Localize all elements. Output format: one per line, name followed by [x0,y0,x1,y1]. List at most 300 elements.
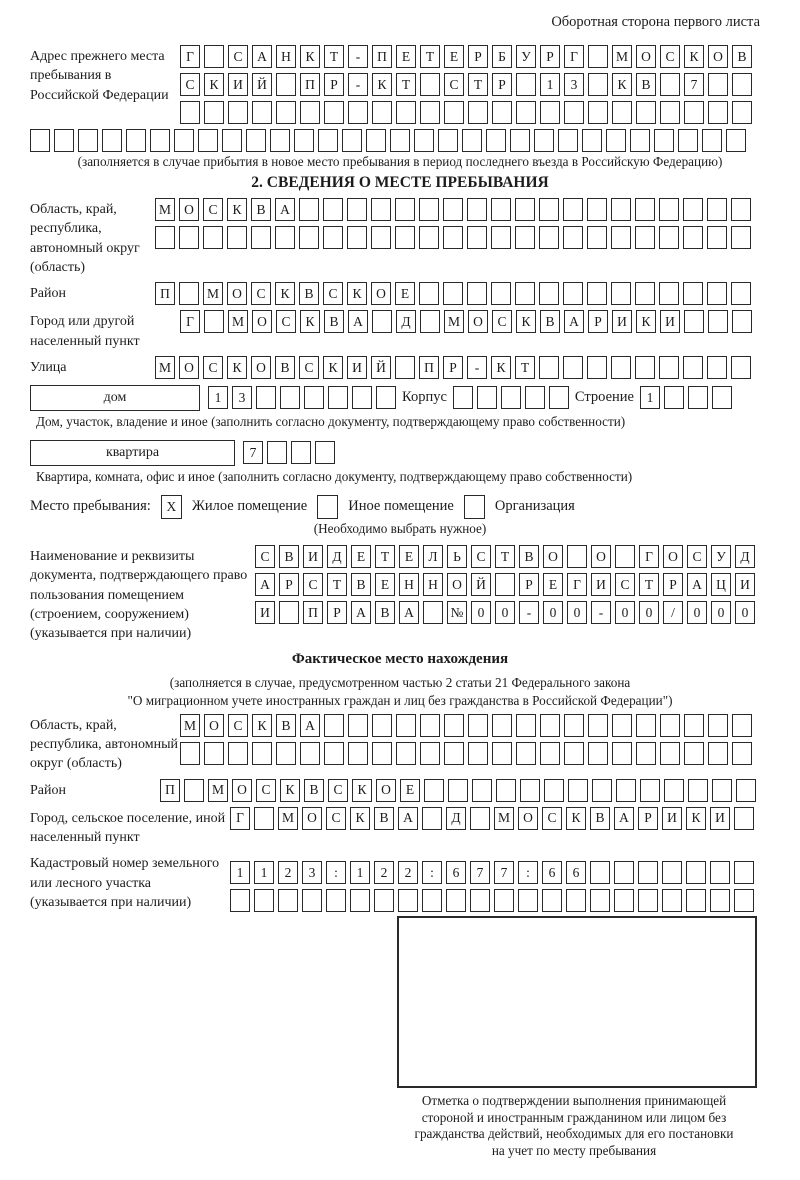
char-cell[interactable]: С [326,807,346,830]
char-cell[interactable] [659,198,679,221]
char-cell[interactable]: Е [444,45,464,68]
char-cell[interactable] [468,714,488,737]
char-cell[interactable]: Й [252,73,272,96]
char-cell[interactable]: В [299,282,319,305]
char-cell[interactable] [732,714,752,737]
char-cell[interactable]: К [227,198,247,221]
char-cell[interactable] [684,101,704,124]
char-cell[interactable]: Е [399,545,419,568]
char-cell[interactable]: Г [180,45,200,68]
char-cell[interactable]: В [276,714,296,737]
char-cell[interactable]: Т [468,73,488,96]
char-cell[interactable] [544,779,564,802]
char-cell[interactable]: Т [420,45,440,68]
char-cell[interactable]: С [255,545,275,568]
char-cell[interactable] [590,861,610,884]
char-cell[interactable]: С [228,45,248,68]
char-cell[interactable]: К [491,356,511,379]
checkbox-inoe[interactable] [317,495,338,519]
char-cell[interactable] [542,889,562,912]
char-cell[interactable] [372,310,392,333]
char-cell[interactable]: С [687,545,707,568]
char-cell[interactable] [686,889,706,912]
char-cell[interactable]: Р [279,573,299,596]
char-cell[interactable] [611,356,631,379]
char-cell[interactable] [611,198,631,221]
char-cell[interactable]: О [708,45,728,68]
char-cell[interactable]: Р [540,45,560,68]
char-cell[interactable] [566,889,586,912]
char-cell[interactable] [252,742,272,765]
char-cell[interactable] [328,386,348,409]
char-cell[interactable] [732,101,752,124]
char-cell[interactable] [664,779,684,802]
char-cell[interactable] [150,129,170,152]
char-cell[interactable]: О [179,356,199,379]
char-cell[interactable] [390,129,410,152]
char-cell[interactable]: К [566,807,586,830]
char-cell[interactable] [246,129,266,152]
char-cell[interactable]: 3 [302,861,322,884]
char-cell[interactable] [492,101,512,124]
char-cell[interactable]: М [180,714,200,737]
char-cell[interactable]: М [444,310,464,333]
char-cell[interactable] [444,101,464,124]
char-cell[interactable] [539,356,559,379]
char-cell[interactable] [539,226,559,249]
char-cell[interactable] [516,73,536,96]
char-cell[interactable]: С [203,198,223,221]
char-cell[interactable]: 0 [543,601,563,624]
char-cell[interactable] [540,714,560,737]
char-cell[interactable] [587,198,607,221]
char-cell[interactable] [302,889,322,912]
char-cell[interactable] [688,779,708,802]
char-cell[interactable] [348,714,368,737]
char-cell[interactable] [30,129,50,152]
char-cell[interactable]: К [323,356,343,379]
char-cell[interactable]: О [468,310,488,333]
char-cell[interactable] [323,226,343,249]
char-cell[interactable] [611,282,631,305]
char-cell[interactable] [520,779,540,802]
char-cell[interactable] [612,101,632,124]
char-cell[interactable] [638,889,658,912]
char-cell[interactable]: / [663,601,683,624]
char-cell[interactable] [492,714,512,737]
char-cell[interactable]: К [300,45,320,68]
char-cell[interactable] [419,282,439,305]
char-cell[interactable] [564,714,584,737]
char-cell[interactable]: Т [639,573,659,596]
char-cell[interactable]: Р [468,45,488,68]
char-cell[interactable]: 6 [542,861,562,884]
char-cell[interactable]: О [371,282,391,305]
char-cell[interactable] [516,101,536,124]
char-cell[interactable]: Т [327,573,347,596]
char-cell[interactable]: Г [567,573,587,596]
char-cell[interactable]: Е [400,779,420,802]
char-cell[interactable] [280,386,300,409]
char-cell[interactable] [228,742,248,765]
char-cell[interactable]: С [471,545,491,568]
char-cell[interactable]: Т [495,545,515,568]
char-cell[interactable] [564,101,584,124]
char-cell[interactable] [376,386,396,409]
char-cell[interactable]: К [372,73,392,96]
char-cell[interactable] [568,779,588,802]
char-cell[interactable]: С [444,73,464,96]
char-cell[interactable]: А [275,198,295,221]
char-cell[interactable]: К [516,310,536,333]
char-cell[interactable]: В [540,310,560,333]
char-cell[interactable] [494,889,514,912]
char-cell[interactable]: С [228,714,248,737]
char-cell[interactable] [398,889,418,912]
char-cell[interactable]: В [251,198,271,221]
char-cell[interactable] [635,356,655,379]
char-cell[interactable]: 2 [374,861,394,884]
char-cell[interactable] [422,889,442,912]
char-cell[interactable] [371,226,391,249]
char-cell[interactable]: К [684,45,704,68]
char-cell[interactable] [636,742,656,765]
char-cell[interactable]: - [519,601,539,624]
char-cell[interactable] [126,129,146,152]
char-cell[interactable]: М [612,45,632,68]
char-cell[interactable]: 7 [494,861,514,884]
char-cell[interactable] [712,386,732,409]
char-cell[interactable] [198,129,218,152]
char-cell[interactable]: 1 [208,386,228,409]
char-cell[interactable] [443,198,463,221]
char-cell[interactable]: Р [443,356,463,379]
char-cell[interactable] [708,714,728,737]
char-cell[interactable] [420,714,440,737]
char-cell[interactable]: О [447,573,467,596]
char-cell[interactable] [495,573,515,596]
char-cell[interactable]: К [280,779,300,802]
char-cell[interactable] [424,779,444,802]
char-cell[interactable]: П [303,601,323,624]
char-cell[interactable] [567,545,587,568]
char-cell[interactable]: Л [423,545,443,568]
char-cell[interactable]: В [519,545,539,568]
char-cell[interactable] [708,742,728,765]
char-cell[interactable] [635,282,655,305]
char-cell[interactable]: О [227,282,247,305]
char-cell[interactable]: И [660,310,680,333]
char-cell[interactable] [563,198,583,221]
char-cell[interactable]: Р [588,310,608,333]
char-cell[interactable] [734,807,754,830]
char-cell[interactable]: И [591,573,611,596]
char-cell[interactable] [588,45,608,68]
char-cell[interactable] [204,742,224,765]
char-cell[interactable] [496,779,516,802]
char-cell[interactable] [300,101,320,124]
char-cell[interactable] [467,226,487,249]
char-cell[interactable]: Н [399,573,419,596]
char-cell[interactable]: А [614,807,634,830]
char-cell[interactable] [422,807,442,830]
char-cell[interactable]: М [228,310,248,333]
char-cell[interactable]: К [347,282,367,305]
char-cell[interactable] [491,282,511,305]
char-cell[interactable] [477,386,497,409]
char-cell[interactable]: П [300,73,320,96]
char-cell[interactable] [78,129,98,152]
char-cell[interactable]: И [662,807,682,830]
char-cell[interactable]: И [347,356,367,379]
char-cell[interactable] [582,129,602,152]
char-cell[interactable] [612,742,632,765]
char-cell[interactable]: К [227,356,247,379]
char-cell[interactable] [612,714,632,737]
char-cell[interactable] [251,226,271,249]
char-cell[interactable] [180,742,200,765]
char-cell[interactable]: А [300,714,320,737]
char-cell[interactable]: 0 [567,601,587,624]
char-cell[interactable]: А [252,45,272,68]
char-cell[interactable]: 3 [564,73,584,96]
char-cell[interactable]: 0 [639,601,659,624]
char-cell[interactable] [470,889,490,912]
char-cell[interactable]: О [252,310,272,333]
char-cell[interactable]: Е [396,45,416,68]
char-cell[interactable] [659,282,679,305]
char-cell[interactable] [563,282,583,305]
char-cell[interactable] [179,226,199,249]
char-cell[interactable] [371,198,391,221]
char-cell[interactable] [539,282,559,305]
char-cell[interactable]: О [232,779,252,802]
char-cell[interactable]: О [518,807,538,830]
char-cell[interactable] [267,441,287,464]
char-cell[interactable]: С [492,310,512,333]
char-cell[interactable] [276,73,296,96]
char-cell[interactable] [587,282,607,305]
char-cell[interactable] [611,226,631,249]
char-cell[interactable]: О [302,807,322,830]
char-cell[interactable]: С [542,807,562,830]
char-cell[interactable] [323,198,343,221]
char-cell[interactable]: Г [180,310,200,333]
char-cell[interactable]: М [278,807,298,830]
char-cell[interactable] [710,889,730,912]
char-cell[interactable]: Г [230,807,250,830]
char-cell[interactable]: 6 [446,861,466,884]
char-cell[interactable] [420,310,440,333]
char-cell[interactable] [318,129,338,152]
char-cell[interactable] [204,101,224,124]
char-cell[interactable]: А [399,601,419,624]
char-cell[interactable] [734,889,754,912]
char-cell[interactable]: К [275,282,295,305]
char-cell[interactable] [438,129,458,152]
char-cell[interactable]: У [516,45,536,68]
char-cell[interactable] [491,198,511,221]
char-cell[interactable] [588,714,608,737]
char-cell[interactable] [654,129,674,152]
char-cell[interactable]: Р [324,73,344,96]
char-cell[interactable] [684,742,704,765]
char-cell[interactable]: В [351,573,371,596]
char-cell[interactable] [516,714,536,737]
char-cell[interactable]: И [255,601,275,624]
char-cell[interactable] [102,129,122,152]
checkbox-organizacia[interactable] [464,495,485,519]
char-cell[interactable] [660,73,680,96]
char-cell[interactable] [299,198,319,221]
char-cell[interactable]: Р [638,807,658,830]
char-cell[interactable] [324,742,344,765]
char-cell[interactable] [731,198,751,221]
char-cell[interactable]: : [518,861,538,884]
char-cell[interactable]: В [375,601,395,624]
char-cell[interactable] [472,779,492,802]
char-cell[interactable]: Р [492,73,512,96]
char-cell[interactable]: К [204,73,224,96]
char-cell[interactable]: М [155,356,175,379]
char-cell[interactable] [279,601,299,624]
char-cell[interactable] [420,73,440,96]
char-cell[interactable] [592,779,612,802]
char-cell[interactable] [640,779,660,802]
char-cell[interactable] [708,310,728,333]
char-cell[interactable] [686,861,706,884]
checkbox-zhiloe[interactable]: X [161,495,182,519]
char-cell[interactable]: П [155,282,175,305]
char-cell[interactable] [539,198,559,221]
char-cell[interactable] [414,129,434,152]
char-cell[interactable]: 2 [278,861,298,884]
char-cell[interactable] [467,282,487,305]
char-cell[interactable] [252,101,272,124]
char-cell[interactable] [366,129,386,152]
char-cell[interactable]: 1 [254,861,274,884]
char-cell[interactable] [563,356,583,379]
char-cell[interactable] [549,386,569,409]
char-cell[interactable] [180,101,200,124]
char-cell[interactable] [732,73,752,96]
char-cell[interactable] [731,282,751,305]
char-cell[interactable] [372,101,392,124]
char-cell[interactable] [683,282,703,305]
char-cell[interactable]: И [228,73,248,96]
char-cell[interactable] [660,101,680,124]
char-cell[interactable]: К [300,310,320,333]
char-cell[interactable]: М [208,779,228,802]
char-cell[interactable]: И [303,545,323,568]
char-cell[interactable] [732,310,752,333]
char-cell[interactable] [492,742,512,765]
char-cell[interactable]: Н [276,45,296,68]
char-cell[interactable] [204,45,224,68]
char-cell[interactable] [558,129,578,152]
char-cell[interactable] [256,386,276,409]
char-cell[interactable] [587,226,607,249]
char-cell[interactable]: 7 [684,73,704,96]
char-cell[interactable] [635,198,655,221]
char-cell[interactable] [348,742,368,765]
char-cell[interactable] [516,742,536,765]
char-cell[interactable] [614,889,634,912]
char-cell[interactable]: А [351,601,371,624]
char-cell[interactable] [184,779,204,802]
char-cell[interactable]: А [398,807,418,830]
char-cell[interactable] [468,742,488,765]
char-cell[interactable] [636,101,656,124]
char-cell[interactable] [230,889,250,912]
char-cell[interactable] [515,282,535,305]
char-cell[interactable] [708,73,728,96]
char-cell[interactable] [638,861,658,884]
char-cell[interactable]: Е [395,282,415,305]
char-cell[interactable] [155,226,175,249]
char-cell[interactable] [664,386,684,409]
char-cell[interactable] [683,226,703,249]
char-cell[interactable] [660,714,680,737]
char-cell[interactable]: 1 [540,73,560,96]
char-cell[interactable] [395,198,415,221]
char-cell[interactable]: И [612,310,632,333]
char-cell[interactable]: К [612,73,632,96]
char-cell[interactable]: С [276,310,296,333]
char-cell[interactable]: А [348,310,368,333]
char-cell[interactable] [326,889,346,912]
char-cell[interactable] [736,779,756,802]
char-cell[interactable]: П [372,45,392,68]
char-cell[interactable]: А [564,310,584,333]
char-cell[interactable] [630,129,650,152]
char-cell[interactable]: - [591,601,611,624]
char-cell[interactable]: - [348,45,368,68]
char-cell[interactable] [396,742,416,765]
char-cell[interactable] [588,742,608,765]
char-cell[interactable] [420,742,440,765]
char-cell[interactable]: Н [423,573,443,596]
char-cell[interactable] [444,742,464,765]
char-cell[interactable]: С [256,779,276,802]
char-cell[interactable] [278,889,298,912]
char-cell[interactable] [420,101,440,124]
char-cell[interactable] [659,226,679,249]
char-cell[interactable]: П [419,356,439,379]
char-cell[interactable] [396,101,416,124]
char-cell[interactable] [446,889,466,912]
char-cell[interactable] [662,889,682,912]
char-cell[interactable]: № [447,601,467,624]
char-cell[interactable]: С [203,356,223,379]
char-cell[interactable]: Й [471,573,491,596]
char-cell[interactable] [342,129,362,152]
char-cell[interactable] [254,807,274,830]
char-cell[interactable] [534,129,554,152]
char-cell[interactable] [294,129,314,152]
char-cell[interactable] [712,779,732,802]
char-cell[interactable]: И [710,807,730,830]
char-cell[interactable]: К [352,779,372,802]
char-cell[interactable]: К [350,807,370,830]
char-cell[interactable]: С [303,573,323,596]
char-cell[interactable]: 0 [711,601,731,624]
char-cell[interactable] [588,73,608,96]
char-cell[interactable]: О [636,45,656,68]
char-cell[interactable]: С [615,573,635,596]
char-cell[interactable] [462,129,482,152]
char-cell[interactable]: 6 [566,861,586,884]
